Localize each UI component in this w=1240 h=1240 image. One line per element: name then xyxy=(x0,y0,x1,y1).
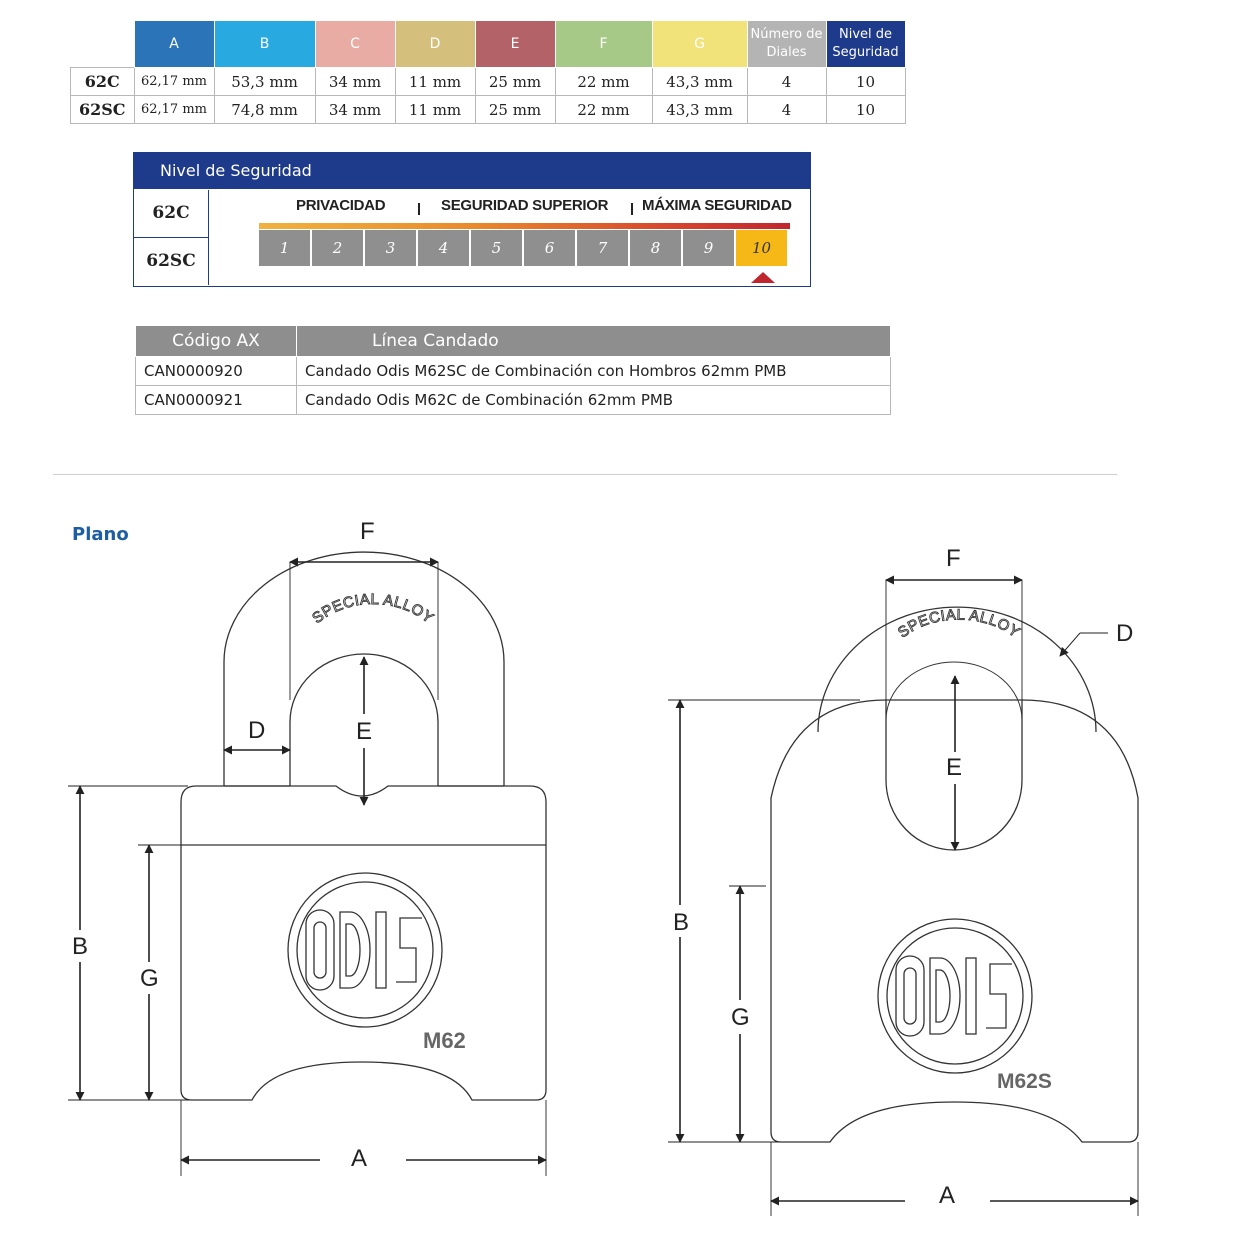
header-b: B xyxy=(214,21,315,68)
right-model-engraving: M62S xyxy=(997,1070,1052,1093)
header-d: D xyxy=(395,21,475,68)
level-cell: 2 xyxy=(312,230,363,266)
odis-logo-icon xyxy=(896,956,1012,1036)
model-cell: 62C xyxy=(71,68,135,96)
right-label-f: F xyxy=(946,545,961,572)
header-c: C xyxy=(315,21,395,68)
value-level: 10 xyxy=(826,68,905,96)
header-code: Código AX xyxy=(136,326,297,357)
value-b: 53,3 mm xyxy=(214,68,315,96)
value-g: 43,3 mm xyxy=(652,68,747,96)
value-e: 25 mm xyxy=(475,68,555,96)
value-g: 43,3 mm xyxy=(652,96,747,124)
level-cell: 5 xyxy=(471,230,522,266)
left-model-engraving: M62 xyxy=(423,1028,466,1053)
right-label-d: D xyxy=(1116,620,1134,647)
value-c: 34 mm xyxy=(315,68,395,96)
right-label-g: G xyxy=(731,1004,750,1031)
header-e: E xyxy=(475,21,555,68)
shackle-outline xyxy=(818,607,1096,732)
header-security-level: Nivel de Seguridad xyxy=(826,21,905,68)
value-a: 62,17 mm xyxy=(134,96,214,124)
value-dials: 4 xyxy=(747,68,826,96)
value-level: 10 xyxy=(826,96,905,124)
lock-body-outline xyxy=(181,786,546,1100)
category-privacy: PRIVACIDAD xyxy=(296,197,386,214)
code-cell: CAN0000921 xyxy=(136,386,297,415)
left-label-e: E xyxy=(356,718,373,745)
security-model-62c: 62C xyxy=(134,190,209,238)
right-label-b: B xyxy=(673,909,690,936)
right-shackle-engraving: SPECIAL ALLOY xyxy=(894,606,1024,642)
description-cell: Candado Odis M62SC de Combinación con Hombros 62mm PMB xyxy=(297,357,891,386)
category-superior-security: SEGURIDAD SUPERIOR xyxy=(441,197,609,214)
odis-logo-icon xyxy=(306,910,422,990)
right-label-a: A xyxy=(939,1182,956,1209)
right-label-e: E xyxy=(946,754,963,781)
left-label-f: F xyxy=(360,518,375,545)
level-cell: 6 xyxy=(524,230,575,266)
value-c: 34 mm xyxy=(315,96,395,124)
header-f: F xyxy=(555,21,652,68)
level-cell: 4 xyxy=(418,230,469,266)
value-f: 22 mm xyxy=(555,68,652,96)
level-cell: 9 xyxy=(683,230,734,266)
value-b: 74,8 mm xyxy=(214,96,315,124)
level-cell: 1 xyxy=(259,230,310,266)
level-cell: 8 xyxy=(630,230,681,266)
drawing-section-title: Plano xyxy=(72,524,129,545)
level-cell: 3 xyxy=(365,230,416,266)
value-dials: 4 xyxy=(747,96,826,124)
header-g: G xyxy=(652,21,747,68)
header-dials: Número de Diales xyxy=(747,21,826,68)
left-label-b: B xyxy=(72,933,89,960)
code-cell: CAN0000920 xyxy=(136,357,297,386)
level-cell: 10 xyxy=(736,230,787,266)
security-model-62sc: 62SC xyxy=(134,238,209,285)
left-shackle-engraving: SPECIAL ALLOY xyxy=(309,590,437,628)
security-panel-title: Nivel de Seguridad xyxy=(160,161,312,180)
header-line: Línea Candado xyxy=(297,326,891,357)
left-label-a: A xyxy=(351,1145,368,1172)
right-dimension-lines xyxy=(668,580,1138,1216)
header-a: A xyxy=(134,21,214,68)
value-f: 22 mm xyxy=(555,96,652,124)
value-e: 25 mm xyxy=(475,96,555,124)
value-a: 62,17 mm xyxy=(134,68,214,96)
left-label-d: D xyxy=(248,717,266,744)
left-dimension-lines xyxy=(68,562,546,1176)
model-cell: 62SC xyxy=(71,96,135,124)
left-label-g: G xyxy=(140,965,159,992)
description-cell: Candado Odis M62C de Combinación 62mm PMB xyxy=(297,386,891,415)
level-cell: 7 xyxy=(577,230,628,266)
category-maximum-security: MÁXIMA SEGURIDAD xyxy=(642,197,792,214)
value-d: 11 mm xyxy=(395,68,475,96)
padlock-62c-drawing xyxy=(181,552,546,1100)
value-d: 11 mm xyxy=(395,96,475,124)
